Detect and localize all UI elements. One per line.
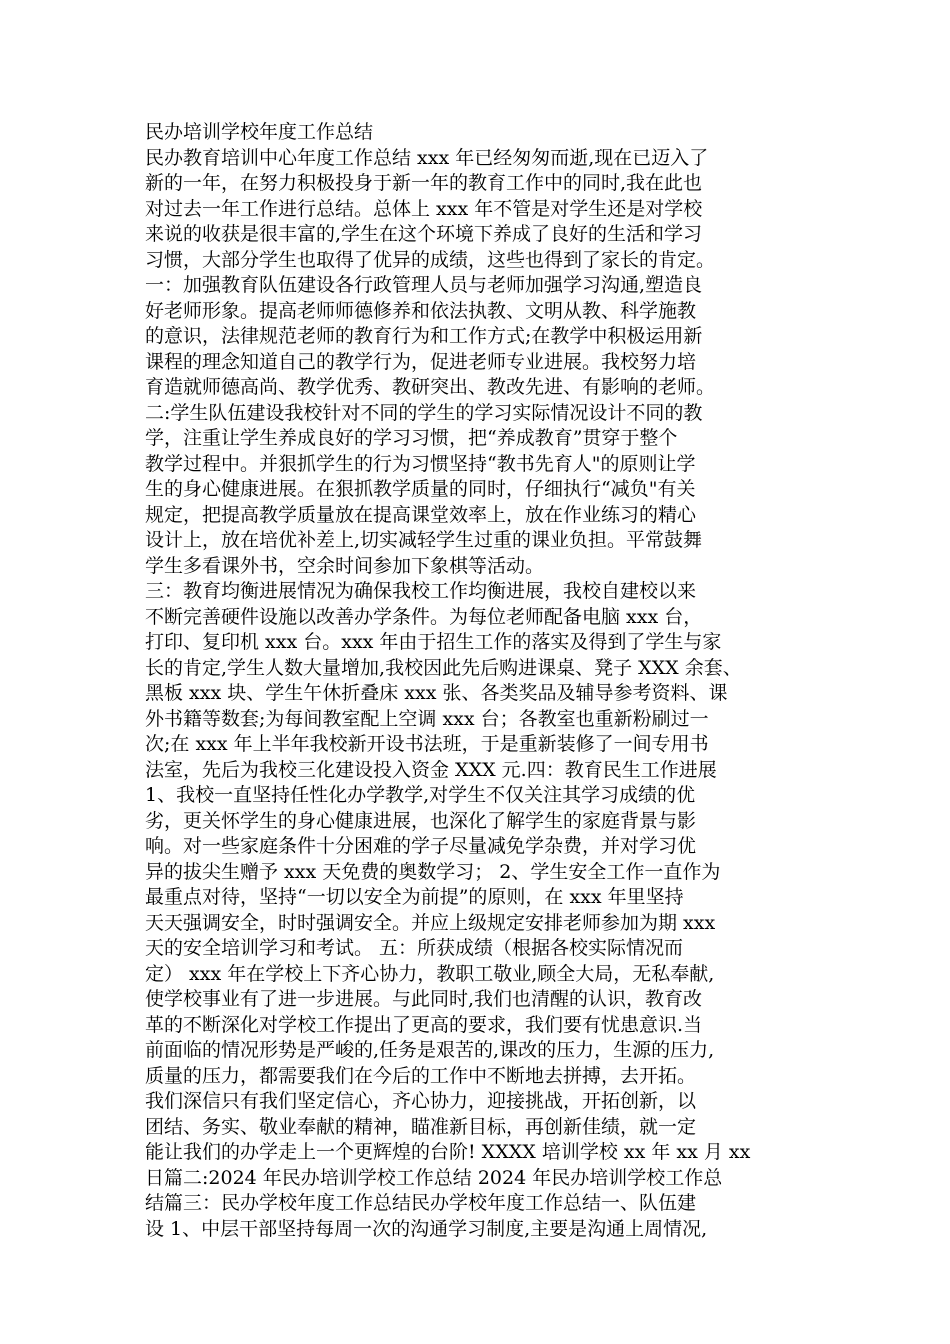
- text-line: 定） xxx 年在学校上下齐心协力，教职工敬业,顾全大局，无私奉献,: [145, 962, 715, 985]
- text-line: 前面临的情况形势是严峻的,任务是艰苦的,课改的压力，生源的压力,: [145, 1039, 715, 1061]
- text-line: 学生多看课外书，空余时间参加下象棋等活动。: [145, 554, 545, 577]
- text-line: 外书籍等数套;为每间教室配上空调 xxx 台；各教室也重新粉刷过一: [145, 707, 709, 730]
- text-line: 革的不断深化对学校工作提出了更高的要求，我们要有忧患意识.当: [145, 1013, 703, 1036]
- text-line: 我们深信只有我们坚定信心，齐心协力，迎接挑战，开拓创新，以: [145, 1090, 697, 1112]
- text-line: 设计上，放在培优补差上,切实减轻学生过重的课业负担。平常鼓舞: [145, 529, 703, 551]
- text-line: 次;在 xxx 年上半年我校新开设书法班，于是重新装修了一间专用书: [145, 733, 709, 755]
- text-line: 最重点对待，坚持“一切以安全为前提”的原则，在 xxx 年里坚持: [145, 886, 684, 908]
- text-line: 育造就师德高尚、教学优秀、教研突出、教改先进、有影响的老师。: [145, 376, 716, 398]
- text-line: 天天强调安全，时时强调安全。并应上级规定安排老师参加为期 xxx: [145, 911, 716, 934]
- text-line: 不断完善硬件设施以改善办学条件。为每位老师配备电脑 xxx 台，: [145, 605, 703, 628]
- text-line: 三：教育均衡进展情况为确保我校工作均衡进展，我校自建校以来: [145, 580, 697, 602]
- text-line: 能让我们的办学走上一个更辉煌的台阶! XXXX 培训学校 xx 年 xx 月 xx: [145, 1141, 751, 1163]
- text-line: 一：加强教育队伍建设各行政管理人员与老师加强学习沟通,塑造良: [145, 274, 703, 296]
- text-line: 二:学生队伍建设我校针对不同的学生的学习实际情况设计不同的教: [145, 401, 703, 424]
- text-line: 新的一年，在努力积极投身于新一年的教育工作中的同时,我在此也: [145, 172, 703, 194]
- text-line: 使学校事业有了进一步进展。与此同时,我们也清醒的认识，教育改: [145, 988, 703, 1010]
- text-line: 黑板 xxx 块、学生午休折叠床 xxx 张、各类奖品及辅导参考资料、课: [145, 682, 728, 704]
- text-line: 团结、务实、敬业奉献的精神，瞄准新目标，再创新佳绩，就一定: [145, 1115, 697, 1138]
- text-line: 学，注重让学生养成良好的学习习惯，把“养成教育”贯穿于整个: [145, 427, 678, 449]
- text-line: 规定，把提高教学质量放在提高课堂效率上，放在作业练习的精心: [145, 503, 697, 526]
- text-line: 课程的理念知道自己的教学行为，促进老师专业进展。我校努力培: [145, 350, 697, 373]
- text-line: 对过去一年工作进行总结。总体上 xxx 年不管是对学生还是对学校: [145, 197, 703, 220]
- text-line: 生的身心健康进展。在狠抓教学质量的同时，仔细执行“减负"有关: [145, 478, 696, 500]
- text-line: 来说的收获是很丰富的,学生在这个环境下养成了良好的生活和学习: [145, 223, 703, 245]
- text-line: 教学过程中。并狠抓学生的行为习惯坚持“教书先育人"的原则让学: [145, 452, 696, 475]
- text-line: 的意识，法律规范老师的教育行为和工作方式;在教学中积极运用新: [145, 325, 703, 347]
- document-title: 民办培训学校年度工作总结: [145, 121, 374, 143]
- text-line: 设 1、中层干部坚持每周一次的沟通学习制度,主要是沟通上周情况,: [145, 1217, 708, 1240]
- text-line: 响。对一些家庭条件十分困难的学子尽量减免学杂费，并对学习优: [145, 835, 697, 857]
- text-line: 天的安全培训学习和考试。 五：所获成绩（根据各校实际情况而: [145, 937, 684, 959]
- text-line: 打印、复印机 xxx 台。xxx 年由于招生工作的落实及得到了学生与家: [145, 631, 722, 653]
- text-line: 法室，先后为我校三化建设投入资金 XXX 元.四：教育民生工作进展: [145, 758, 717, 781]
- text-line: 1、我校一直坚持任性化办学教学,对学生不仅关注其学习成绩的优: [145, 784, 696, 806]
- document-body: [145, 120, 815, 1242]
- text-line: 好老师形象。提高老师师德修养和依法执教、文明从教、科学施教: [145, 299, 697, 322]
- text-line: 劣，更关怀学生的身心健康进展，也深化了解学生的家庭背景与影: [145, 809, 697, 832]
- text-line: 习惯，大部分学生也取得了优异的成绩，这些也得到了家长的肯定。: [145, 248, 716, 271]
- text-line: 异的拔尖生赠予 xxx 天免费的奥数学习； 2、学生安全工作一直作为: [145, 860, 721, 883]
- text-line: 民办教育培训中心年度工作总结 xxx 年已经匆匆而逝,现在已迈入了: [145, 146, 709, 169]
- text-line: 质量的压力，都需要我们在今后的工作中不断地去拼搏，去开拓。: [145, 1064, 697, 1087]
- text-line: 长的肯定,学生人数大量增加,我校因此先后购进课桌、凳子 XXX 余套、: [145, 656, 742, 679]
- text-line: 结篇三：民办学校年度工作总结民办学校年度工作总结一、队伍建: [145, 1192, 697, 1214]
- text-line: 日篇二:2024 年民办培训学校工作总结 2024 年民办培训学校工作总: [145, 1166, 723, 1189]
